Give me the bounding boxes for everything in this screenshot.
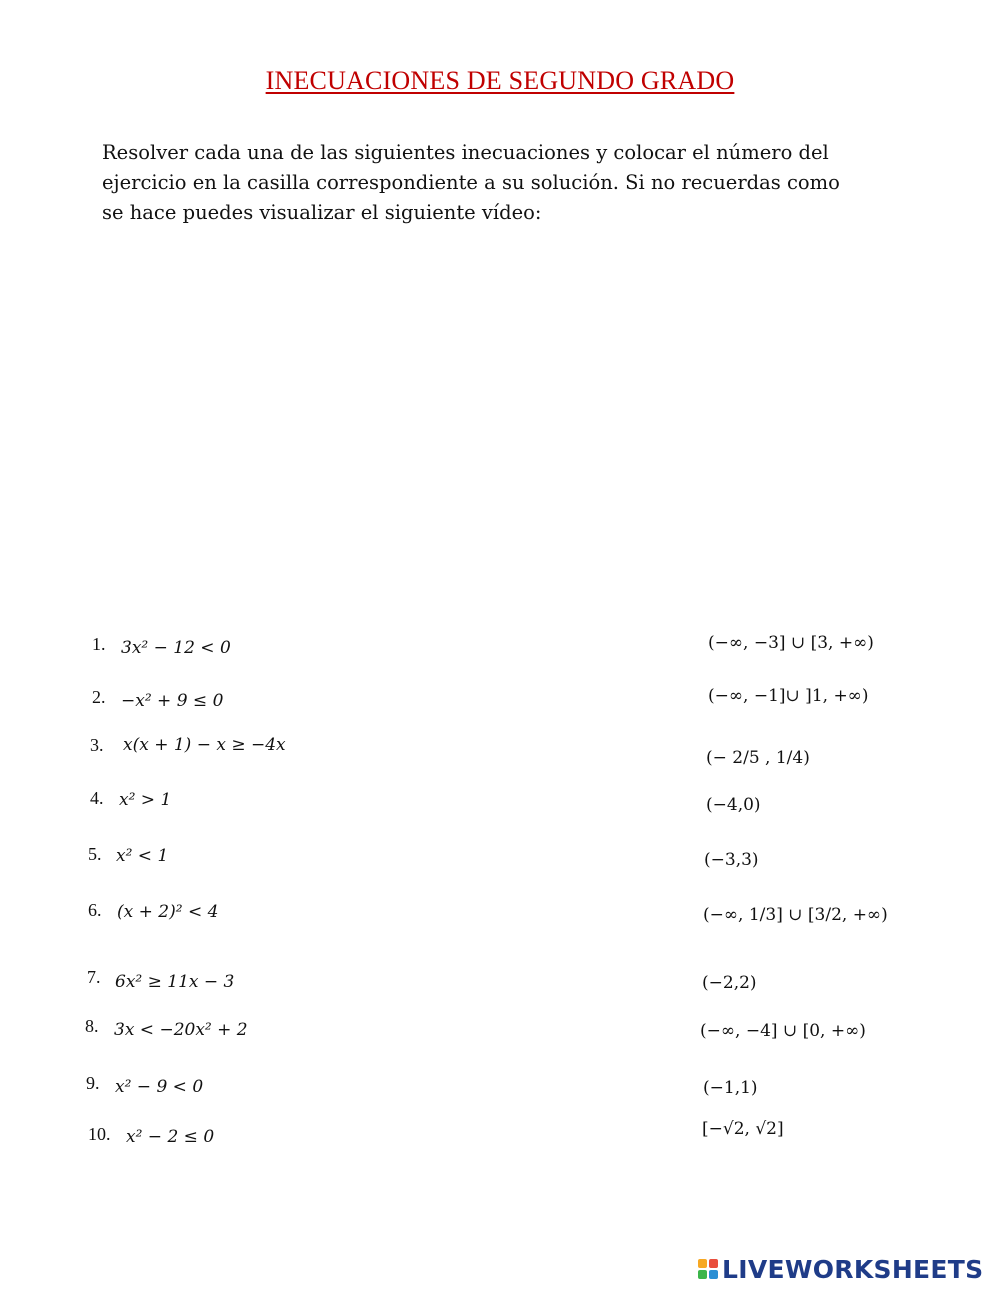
- solution-box[interactable]: (−1,1): [703, 1078, 758, 1098]
- exercise-number: 10.: [88, 1124, 111, 1144]
- exercise-number: 7.: [87, 967, 101, 987]
- exercise-expression: 3x < −20x² + 2: [114, 1020, 248, 1040]
- liveworksheets-logo-icon: [698, 1259, 718, 1279]
- solution-box[interactable]: [−√2, √2]: [702, 1119, 784, 1139]
- exercise-number: 3.: [90, 735, 104, 755]
- exercise-expression: (x + 2)² < 4: [117, 902, 219, 922]
- exercise-expression: x² < 1: [116, 846, 169, 866]
- solution-box[interactable]: (−2,2): [702, 973, 757, 993]
- exercise-expression: 6x² ≥ 11x − 3: [115, 972, 235, 992]
- solution-box[interactable]: (−4,0): [706, 795, 761, 815]
- solution-box[interactable]: (−∞, 1/3] ∪ [3/2, +∞): [703, 905, 888, 925]
- solution-box[interactable]: (−∞, −4] ∪ [0, +∞): [700, 1021, 866, 1041]
- exercise-expression: x² > 1: [119, 790, 172, 810]
- logo-square: [709, 1259, 718, 1268]
- exercise-number: 1.: [92, 634, 106, 654]
- video-embed-area[interactable]: [102, 240, 892, 600]
- exercise-number: 4.: [90, 788, 104, 808]
- exercise-number: 8.: [85, 1016, 99, 1036]
- solution-box[interactable]: (−3,3): [704, 850, 759, 870]
- exercise-number: 5.: [88, 844, 102, 864]
- instructions-line: Resolver cada una de las siguientes inecuaciones y colocar el número del: [102, 141, 829, 164]
- solution-box[interactable]: (− 2/5 , 1/4): [706, 748, 810, 768]
- instructions-line: se hace puedes visualizar el siguiente vídeo:: [102, 201, 542, 224]
- solution-box[interactable]: (−∞, −3] ∪ [3, +∞): [708, 633, 874, 653]
- logo-text: LIVEWORKSHEETS: [722, 1254, 984, 1284]
- exercise-number: 6.: [88, 900, 102, 920]
- exercise-expression: x² − 2 ≤ 0: [126, 1127, 215, 1147]
- liveworksheets-logo: [698, 1254, 983, 1284]
- page-title: INECUACIONES DE SEGUNDO GRADO: [265, 66, 735, 95]
- logo-square: [698, 1270, 707, 1279]
- exercise-expression: −x² + 9 ≤ 0: [121, 691, 224, 711]
- solution-box[interactable]: (−∞, −1]∪ ]1, +∞): [708, 686, 869, 706]
- instructions: [102, 138, 892, 228]
- instructions-line: ejercicio en la casilla correspondiente a su solución. Si no recuerdas como: [102, 171, 840, 194]
- exercise-number: 2.: [92, 687, 106, 707]
- logo-square: [709, 1270, 718, 1279]
- exercise-expression: x(x + 1) − x ≥ −4x: [123, 735, 286, 755]
- exercise-expression: x² − 9 < 0: [115, 1077, 204, 1097]
- logo-square: [698, 1259, 707, 1268]
- exercise-expression: 3x² − 12 < 0: [121, 638, 231, 658]
- exercise-number: 9.: [86, 1073, 100, 1093]
